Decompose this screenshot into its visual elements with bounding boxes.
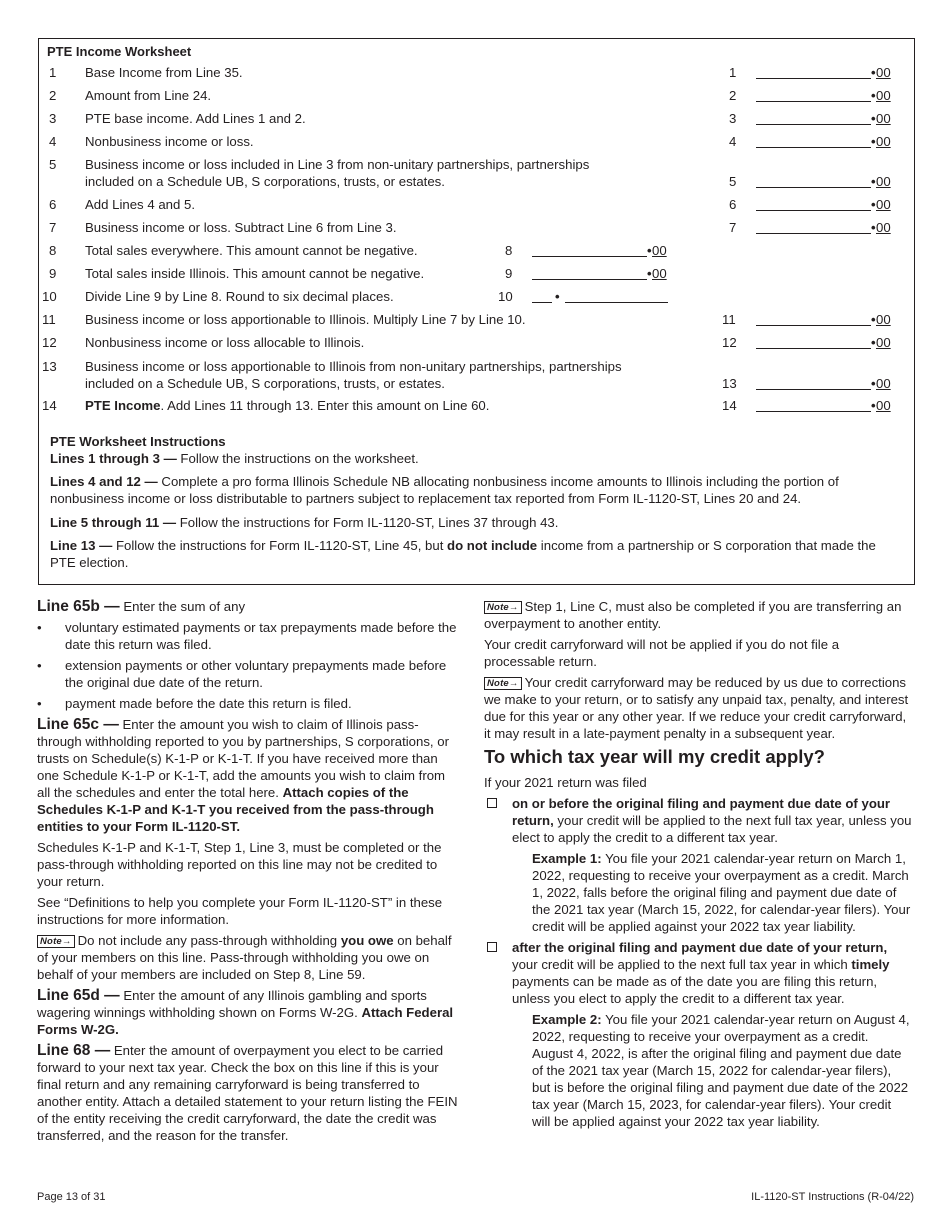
line-text: PTE base income. Add Lines 1 and 2. xyxy=(85,111,306,126)
line-number: 4 xyxy=(49,134,57,149)
line-text: Total sales inside Illinois. This amount cannot be negative. xyxy=(85,266,425,281)
amount-field-line-7[interactable] xyxy=(756,219,871,234)
cents: 00 xyxy=(876,111,891,126)
instr-line-13: Line 13 — Follow the instructions for Form IL-1120-ST, Line 45, but do not include income from a partnership or S corporation that made the PTE election. xyxy=(50,537,876,570)
line-ref-number: 4 xyxy=(729,134,737,149)
example-2: Example 2: You file your 2021 calendar-year return on August 4, 2022, requesting to receive your overpayment as a credit. August 4, 2022, is after the original filing and payment due date of the 2021 tax year (March 15, 2022 for calendar-year filers), but is before the original filing and payment due date of the 2022 tax year (March 15, 2023, for calendar-year filers). Your credit will be applied against your 2022 tax year liability. xyxy=(532,1012,910,1129)
instr-lines-5-11: Line 5 through 11 — Follow the instructions for Form IL-1120-ST, Lines 37 through 43. xyxy=(50,514,559,530)
line-number: 13 xyxy=(42,359,57,374)
section-heading: To which tax year will my credit apply? xyxy=(484,746,825,767)
line-ref-number: 6 xyxy=(729,197,737,212)
line-number: 9 xyxy=(49,266,57,281)
amount-field-line-8[interactable] xyxy=(532,242,647,257)
line-number: 6 xyxy=(49,197,57,212)
line-text: Business income or loss apportionable to Illinois. Multiply Line 7 by Line 10. xyxy=(85,312,526,327)
checkbox-icon xyxy=(487,942,497,952)
note-icon: Note→ xyxy=(37,935,75,948)
line-68: Line 68 — Enter the amount of overpayment you elect to be carried forward to your next tax year. Check the box on this line if this is your final return and any remaining carryforward is being transferred to another entity. Attach a detailed statement to your return listing the FEIN of the entity receiving the credit carryforward, the date the credit was transferred, and the reason for the transfer. xyxy=(37,1042,458,1143)
cents: 00 xyxy=(876,65,891,80)
instr-lines-4-12: Lines 4 and 12 — Complete a pro forma Illinois Schedule NB allocating nonbusiness income amounts to Illinois including the portion of nonbusiness income or loss distributable to partners subject to replacement tax reported from Form IL-1120-ST, Lines 20 and 24. xyxy=(50,474,839,507)
instructions-title: PTE Worksheet Instructions xyxy=(50,434,226,449)
line-number: 8 xyxy=(49,243,57,258)
cents: 00 xyxy=(876,376,891,391)
pte-income-label: PTE Income xyxy=(85,398,161,413)
definitions-paragraph: See “Definitions to help you complete your Form IL-1120-ST” in these instructions for more information. xyxy=(37,895,443,927)
line-number: 1 xyxy=(49,65,57,80)
if-filed-paragraph: If your 2021 return was filed xyxy=(484,775,647,790)
form-id: IL-1120-ST Instructions (R-04/22) xyxy=(751,1191,914,1203)
amount-field-line-3[interactable] xyxy=(756,110,871,125)
note-step1: Note→ Step 1, Line C, must also be completed if you are transferring an overpayment to another entity. xyxy=(484,599,902,631)
line-text: Business income or loss. Subtract Line 6 from Line 3. xyxy=(85,220,397,235)
amount-field-line-9[interactable] xyxy=(532,265,647,280)
note-icon: Note→ xyxy=(484,677,522,690)
amount-field-line-11[interactable] xyxy=(756,311,871,326)
checkbox-icon xyxy=(487,798,497,808)
pte-income-worksheet: PTE Income Worksheet 1 Base Income from Line 35. 1 • 00 2 Amount from Line 24. 2 • 00 3 PTE base income. Add Lines 1 and 2. 3 • 00 4 Nonbusiness income or loss. 4 • 00 5 Business income or loss included in Line 3 from non-unitary partnerships, partnerships included on a Schedule UB, S corporations, trusts, or estates. 5 • 00 6 Add Lines 4 and 5. 6 • 00 7 Business income or loss. Subtract Line 6 from Line 3. 7 • 00 8 Total sales everywhere. This amount cannot be negative. 8 • 00 9 Total sales inside Illinois. This amount cannot be negative. 9 • 00 10 Divide Line 9 by Line 8. Round to six decimal places. 10 • 11 Business income or loss apportionable to Illinois. Multiply Line 7 by Line 10. 11 • 00 12 Nonbusiness income or loss allocable to Illinois. 12 • 00 13 Business income or loss apportionable to Illinois from non-unitary partnerships, partnerships included on a Schedule UB, S corporations, trusts, or estates. 13 • 00 14 PTE Income. Add Lines 11 through 13. Enter this amount on Line 60. 14 • 00 PTE Worksheet Instructions Lines 1 through 3 — Follow the instructions on the worksheet. Lines 4 and 12 — Complete a pro forma Illinois Schedule NB allocating nonbusiness income amounts to Illinois including the portion of nonbusiness income or loss distributable to partners subject to replacement tax reported from Form IL-1120-ST, Lines 20 and 24. Line 5 through 11 — Follow the instructions for Form IL-1120-ST, Lines 37 through 43. Line 13 — Follow the instructions for Form IL-1120-ST, Line 45, but do not include income from a partnership or S corporation that made the PTE election. xyxy=(38,38,915,585)
line-text: PTE Income. Add Lines 11 through 13. Enter this amount on Line 60. xyxy=(85,398,490,413)
line-number: 2 xyxy=(49,88,57,103)
note-reduced: Note→ Your credit carryforward may be reduced by us due to corrections we make to your return, or to satisfy any unpaid tax, penalty, and interest due for this year or any other year. If we reduce your credit carryforward, it may result in a late-payment penalty in a subsequent year. xyxy=(484,675,909,741)
bullet-item: • payment made before the date this return is filed. xyxy=(37,696,352,711)
carryforward-paragraph: Your credit carryforward will not be applied if you do not file a processable return. xyxy=(484,637,840,669)
line-text: Amount from Line 24. xyxy=(85,88,212,103)
page-number: Page 13 of 31 xyxy=(37,1191,106,1203)
line-ref-number: 10 xyxy=(498,289,513,304)
ratio-whole-field[interactable] xyxy=(532,288,552,303)
line-text: Base Income from Line 35. xyxy=(85,65,243,80)
line-ref-number: 14 xyxy=(722,398,737,413)
line-text: Nonbusiness income or loss. xyxy=(85,134,254,149)
option-after: after the original filing and payment due date of your return, your credit will be applied to the next full tax year in which timely payments can be made as of the date you are filing this return, unless you elect to apply the credit to a different tax year. xyxy=(484,939,912,1007)
amount-field-line-14[interactable] xyxy=(756,397,871,412)
cents: 00 xyxy=(876,88,891,103)
note-icon: Note→ xyxy=(484,601,522,614)
line-ref-number: 1 xyxy=(729,65,737,80)
line-ref-number: 2 xyxy=(729,88,737,103)
line-number: 11 xyxy=(42,312,56,327)
line-65c: Line 65c — Enter the amount you wish to claim of Illinois pass-through withholding reported to you by partnerships, S corporations, or trusts on Schedule(s) K-1-P or K-1-T. If you have received more than one Schedule K-1-P or K-1-T, add the amounts you wish to claim from all the schedules and enter the total here. Attach copies of the Schedules K-1-P and K-1-T you received from the pass-through entities to your Form IL-1120-ST. xyxy=(37,716,449,834)
cents: 00 xyxy=(876,220,891,235)
example-1: Example 1: You file your 2021 calendar-year return on March 1, 2022, requesting to receive your overpayment as a credit. March 1, 2022, falls before the original filing and payment due date of the 2021 tax year (March 15, 2022, for calendar-year filers). Your credit will be applied against your 2022 tax year liability. xyxy=(532,851,911,934)
bullet-item: • voluntary estimated payments or tax prepayments made before the date this return was filed. xyxy=(37,620,457,652)
line-number: 10 xyxy=(42,289,57,304)
line-number: 7 xyxy=(49,220,57,235)
line-text-continued: included on a Schedule UB, S corporations, trusts, or estates. xyxy=(85,376,445,391)
amount-field-line-13[interactable] xyxy=(756,375,871,390)
line-ref-number: 3 xyxy=(729,111,737,126)
line-text: Divide Line 9 by Line 8. Round to six decimal places. xyxy=(85,289,394,304)
cents: 00 xyxy=(876,174,891,189)
line-ref-number: 13 xyxy=(722,376,737,391)
line-ref-number: 8 xyxy=(505,243,513,258)
amount-field-line-1[interactable] xyxy=(756,64,871,79)
left-column xyxy=(37,598,461,1148)
line-number: 14 xyxy=(42,398,57,413)
line-65b: Line 65b — Enter the sum of any xyxy=(37,598,246,615)
line-65d: Line 65d — Enter the amount of any Illinois gambling and sports wagering winnings withholding shown on Forms W-2G. Attach Federal Forms W-2G. xyxy=(37,987,454,1037)
cents: 00 xyxy=(876,312,891,327)
line-ref-number: 5 xyxy=(729,174,737,189)
option-on-or-before: on or before the original filing and payment due date of your return, your credit will be applied to the next full tax year, unless you elect to apply the credit to a different tax year. xyxy=(484,795,912,846)
worksheet-title: PTE Income Worksheet xyxy=(47,44,192,59)
ratio-decimal-field[interactable] xyxy=(565,288,668,303)
schedules-paragraph: Schedules K-1-P and K-1-T, Step 1, Line 3, must be completed or the pass-through withholding reported on this line may not be credited to your return. xyxy=(37,840,442,889)
amount-field-line-6[interactable] xyxy=(756,196,871,211)
cents: 00 xyxy=(876,335,891,350)
amount-field-line-5[interactable] xyxy=(756,173,871,188)
line-text: Business income or loss apportionable to Illinois from non-unitary partnerships, partnerships xyxy=(85,359,622,374)
line-text: Nonbusiness income or loss allocable to Illinois. xyxy=(85,335,365,350)
amount-field-line-12[interactable] xyxy=(756,334,871,349)
cents: 00 xyxy=(876,398,891,413)
line-text: Add Lines 4 and 5. xyxy=(85,197,195,212)
cents: 00 xyxy=(876,134,891,149)
line-ref-number: 11 xyxy=(722,312,736,327)
line-ref-number: 7 xyxy=(729,220,737,235)
amount-field-line-2[interactable] xyxy=(756,87,871,102)
line-text: Total sales everywhere. This amount cannot be negative. xyxy=(85,243,418,258)
cents: 00 xyxy=(652,266,667,281)
note-pass-through: Note→ Do not include any pass-through withholding you owe on behalf of your members on this line. Pass-through withholding you owe on behalf of your members are included on Step 8, Line 59. xyxy=(37,933,452,982)
line-text-continued: included on a Schedule UB, S corporations, trusts, or estates. xyxy=(85,174,445,189)
amount-field-line-4[interactable] xyxy=(756,133,871,148)
cents: 00 xyxy=(876,197,891,212)
line-number: 12 xyxy=(42,335,57,350)
right-column xyxy=(484,598,912,1134)
line-ref-number: 9 xyxy=(505,266,513,281)
line-ref-number: 12 xyxy=(722,335,737,350)
line-text: Business income or loss included in Line 3 from non-unitary partnerships, partnerships xyxy=(85,157,590,172)
line-number: 5 xyxy=(49,157,57,172)
cents: 00 xyxy=(652,243,667,258)
line-number: 3 xyxy=(49,111,57,126)
bullet-item: • extension payments or other voluntary prepayments made before the original due date of the return. xyxy=(37,658,447,690)
instr-lines-1-3: Lines 1 through 3 — Follow the instructions on the worksheet. xyxy=(50,451,419,467)
worksheet-instructions xyxy=(50,433,905,571)
